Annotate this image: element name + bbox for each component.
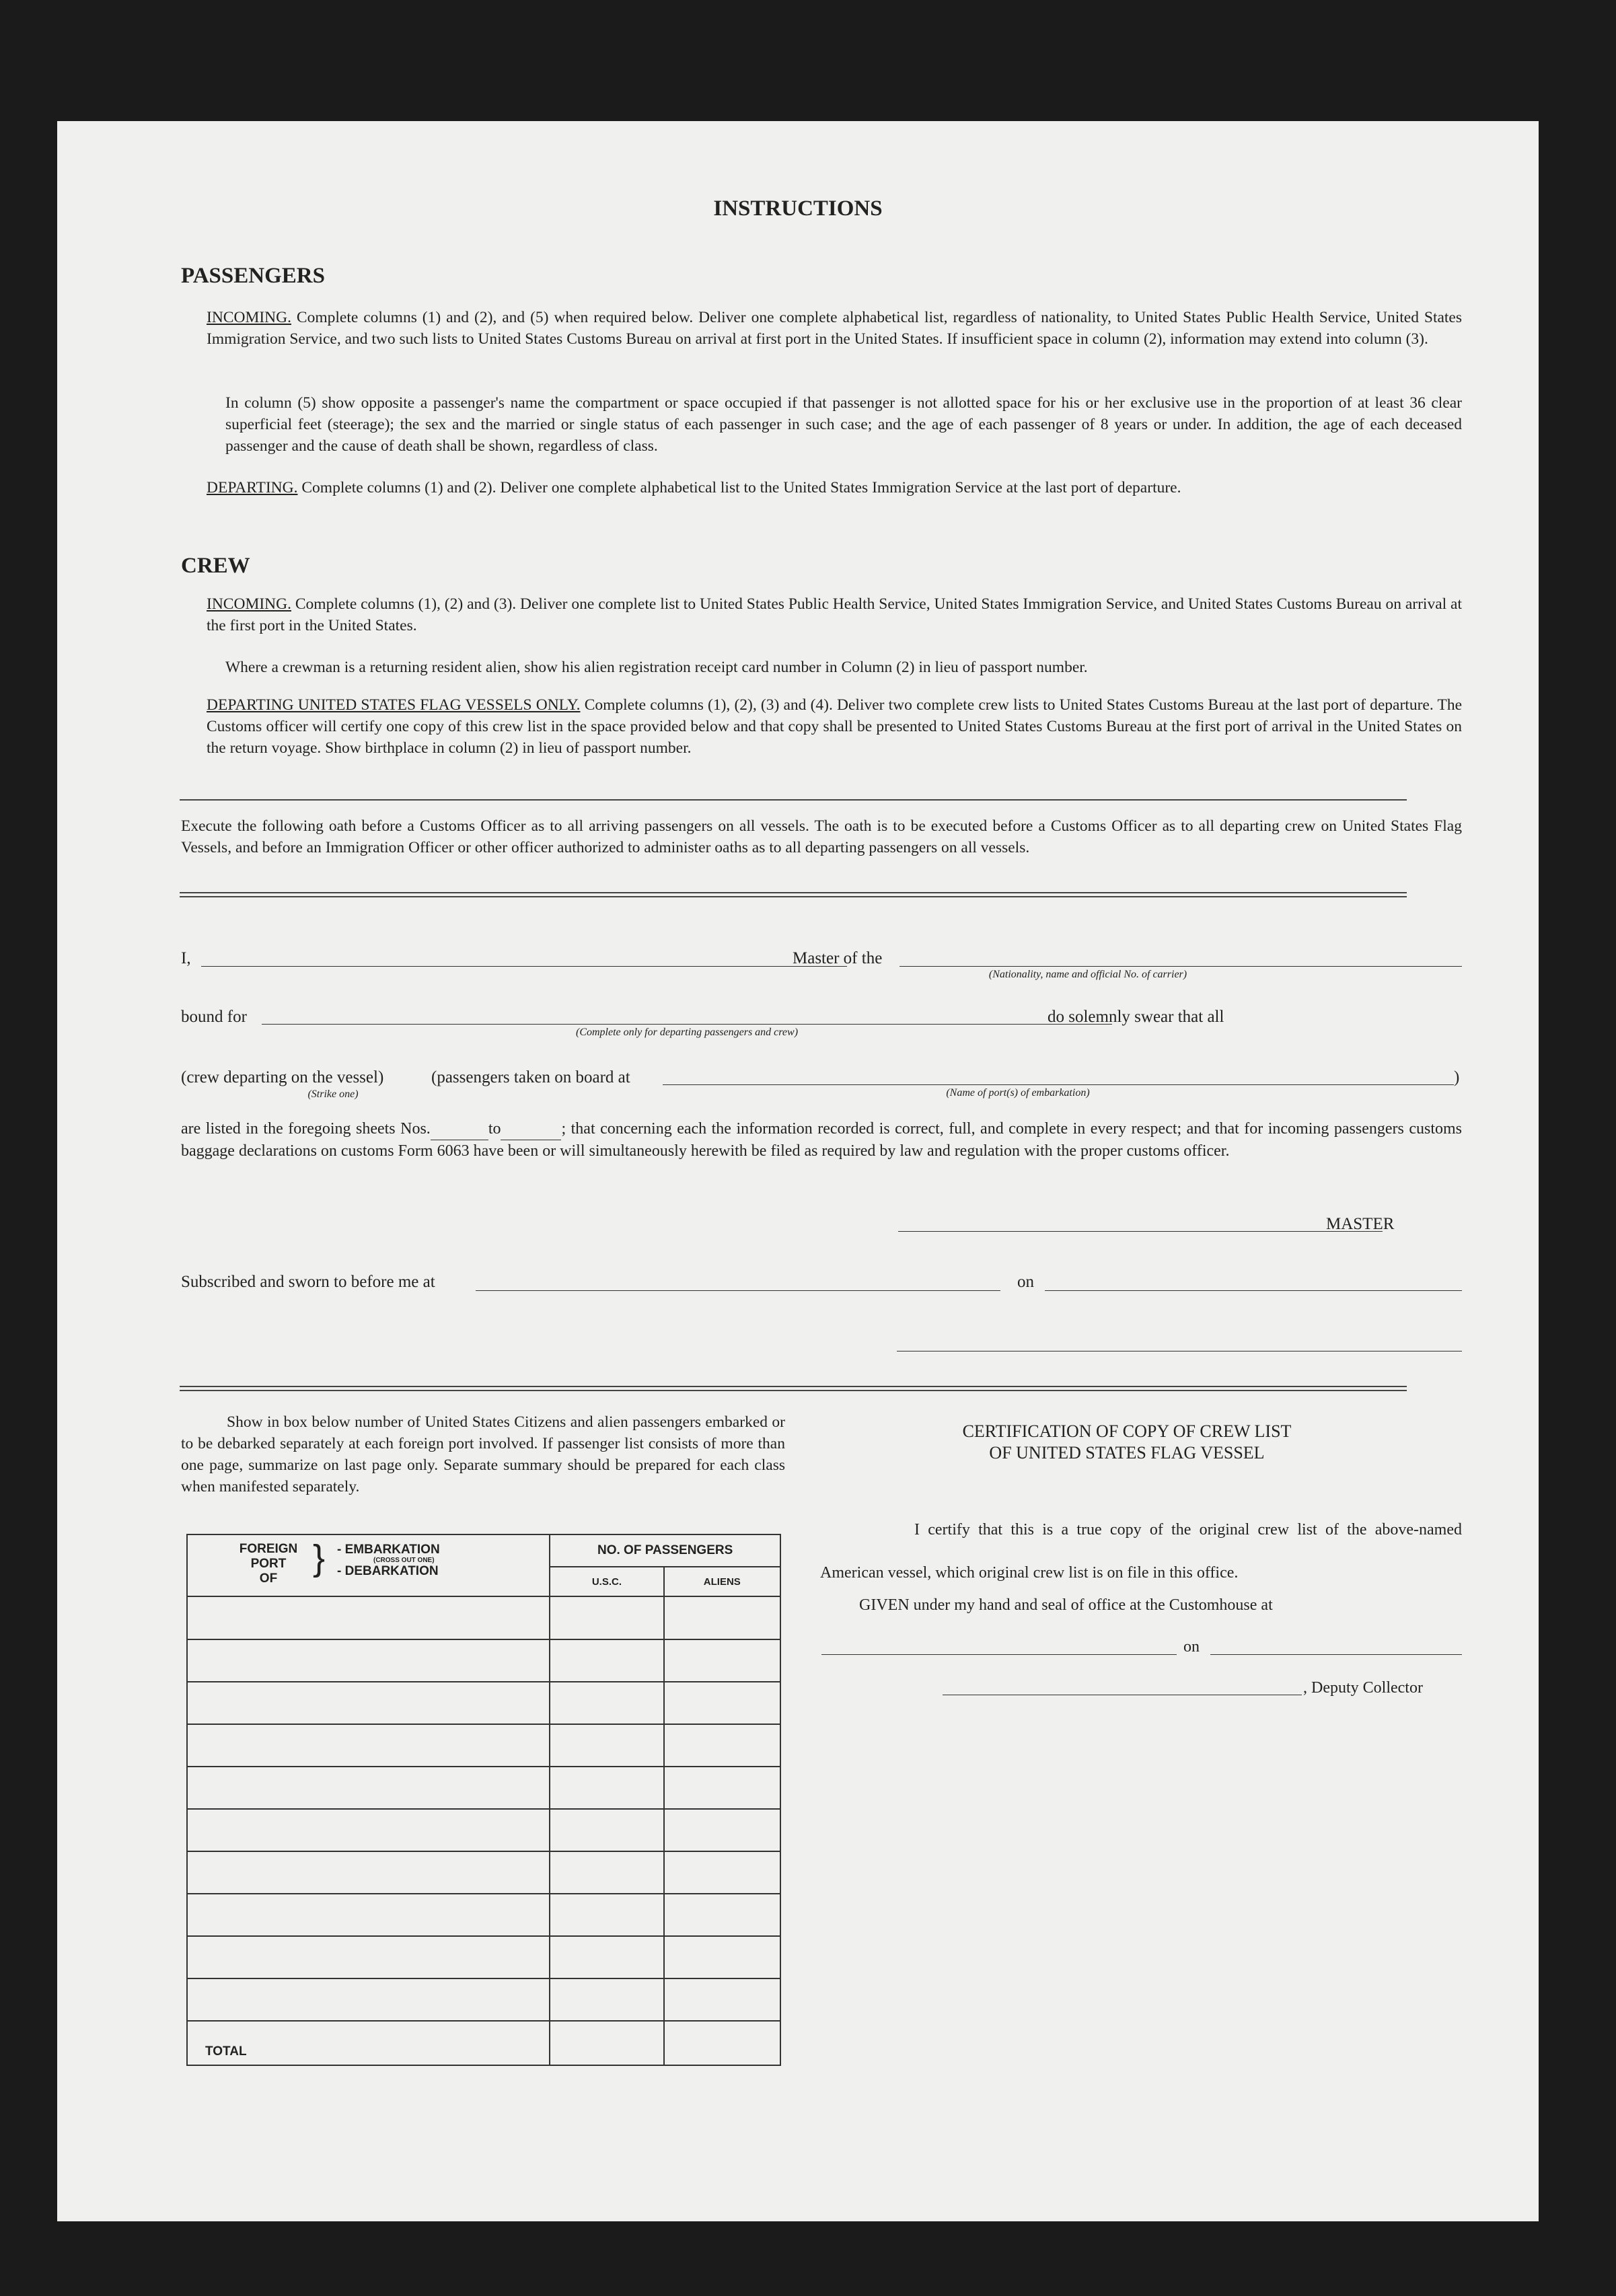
oath-instruction: Execute the following oath before a Customs Officer as to all arriving passengers on all vessels. The oath is to be executed before a Customs Officer as to all departing crew on United States Flag Vessels, and before an Immigration Officer or other officer authorized to administer oaths as to all departing passengers on all vessels. (181, 817, 1462, 856)
usc-cell[interactable] (550, 1639, 663, 1682)
close-paren: ) (1454, 1068, 1460, 1086)
port-cell[interactable] (187, 1851, 550, 1894)
total-label: TOTAL (187, 2021, 550, 2065)
aliens-cell[interactable] (664, 1936, 780, 1978)
bound-for-line[interactable] (262, 1024, 1112, 1025)
aliens-cell[interactable] (664, 1596, 780, 1639)
oath-i-label: I, (181, 949, 191, 967)
usc-cell[interactable] (550, 1596, 663, 1639)
usc-header: U.S.C. (550, 1567, 663, 1596)
bound-for-label: bound for (181, 1008, 247, 1026)
sworn-on-label: on (1017, 1273, 1034, 1291)
cross-out-note: (CROSS OUT ONE) (373, 1557, 435, 1564)
embarkation-label[interactable]: - EMBARKATION (337, 1543, 440, 1557)
total-usc-cell[interactable] (550, 2021, 663, 2065)
swear-label: do solemnly swear that all (1048, 1008, 1224, 1026)
crew-departing-text: Complete columns (1), (2), (3) and (4). Deliver two complete crew lists to United States Customs Bureau at the last port of departure. The Customs officer will certify one copy of this crew list in the space provided below and that copy shall be presented to United States Customs Bureau at the first port of arrival in the United States on the return voyage. Show birthplace in column (2) in lieu of passport number. (207, 696, 1462, 757)
summary-table (186, 1534, 781, 2066)
aliens-cell[interactable] (664, 1724, 780, 1767)
crew-resident: Where a crewman is a returning resident alien, show his alien registration receipt card number in Column (2) in lieu of passport number. (225, 659, 1088, 676)
crew-incoming-lead: INCOMING. (207, 595, 291, 613)
crew-departing-option: (crew departing on the vessel) (181, 1068, 384, 1086)
port-header-cell (187, 1534, 550, 1596)
carrier-line[interactable] (899, 966, 1462, 967)
total-aliens-cell[interactable] (664, 2021, 780, 2065)
port-cell[interactable] (187, 1767, 550, 1809)
certification-title (858, 1421, 1396, 1464)
brace-icon: } (313, 1538, 326, 1578)
listed-to: to (488, 1120, 501, 1138)
port-header-foreign: FOREIGN (239, 1542, 298, 1556)
usc-cell[interactable] (550, 1894, 663, 1936)
divider (180, 1386, 1407, 1387)
passengers-departing-lead: DEPARTING. (207, 479, 298, 496)
crew-departing-lead: DEPARTING UNITED STATES FLAG VESSELS ONLY. (207, 696, 581, 714)
aliens-cell[interactable] (664, 1809, 780, 1851)
certification-date-line[interactable] (1210, 1654, 1462, 1655)
subscribed-label: Subscribed and sworn to before me at (181, 1273, 435, 1291)
port-cell[interactable] (187, 1809, 550, 1851)
summary-instruction: Show in box below number of United States Citizens and alien passengers embarked or to be debarked separately at each foreign port involved. If passenger list consists of more than one page, summarize on last page only. Separate summary should be prepared for each class when manifested separately. (181, 1413, 785, 1495)
passengers-taken-option: (passengers taken on board at (431, 1068, 630, 1086)
crew-incoming (207, 593, 1462, 636)
strike-caption: (Strike one) (307, 1088, 359, 1100)
master-signature-line[interactable] (898, 1231, 1383, 1232)
crew-heading: CREW (181, 554, 250, 578)
sworn-date-line[interactable] (1045, 1290, 1462, 1291)
port-cell[interactable] (187, 1682, 550, 1724)
port-cell[interactable] (187, 1724, 550, 1767)
certification-title-line-2: OF UNITED STATES FLAG VESSEL (989, 1443, 1265, 1462)
given-statement: GIVEN under my hand and seal of office at the Customhouse at (859, 1596, 1273, 1614)
port-cell[interactable] (187, 1894, 550, 1936)
usc-cell[interactable] (550, 1809, 663, 1851)
usc-cell[interactable] (550, 1767, 663, 1809)
passengers-heading: PASSENGERS (181, 264, 325, 288)
passengers-column5: In column (5) show opposite a passenger's name the compartment or space occupied if that passenger is not allotted space for his or her exclusive use in the proportion of at least 36 clear superficial feet (steerage); the sex and the married or single status of each passenger in such case; and the age of each passenger of 8 years or under. In addition, the age of each deceased passenger and the cause of death shall be shown, regardless of class. (225, 394, 1462, 455)
sheet-to-field[interactable] (501, 1118, 561, 1140)
usc-cell[interactable] (550, 1978, 663, 2021)
divider (180, 1390, 1407, 1391)
sheet-from-field[interactable] (431, 1118, 488, 1140)
sworn-place-line[interactable] (476, 1290, 1000, 1291)
aliens-cell[interactable] (664, 1682, 780, 1724)
debarkation-label[interactable]: - DEBARKATION (337, 1564, 439, 1578)
passengers-incoming-text: Complete columns (1) and (2), and (5) when required below. Deliver one complete alphabetical list, regardless of nationality, to United States Public Health Service, United States Immigration Service, and two such lists to United States Customs Bureau on arrival at first port in the United States. If insufficient space in column (2), information may extend into column (3). (207, 309, 1463, 348)
customhouse-line[interactable] (821, 1654, 1177, 1655)
aliens-header: ALIENS (664, 1567, 780, 1596)
aliens-cell[interactable] (664, 1767, 780, 1809)
carrier-caption: (Nationality, name and official No. of carrier) (988, 969, 1187, 980)
divider (180, 892, 1407, 893)
deputy-collector-label: , Deputy Collector (1303, 1679, 1423, 1697)
aliens-cell[interactable] (664, 1639, 780, 1682)
crew-departing (207, 694, 1462, 759)
divider (180, 896, 1407, 897)
usc-cell[interactable] (550, 1851, 663, 1894)
port-header-port: PORT (250, 1557, 287, 1571)
listed-text-a: are listed in the foregoing sheets Nos. (181, 1120, 431, 1138)
port-cell[interactable] (187, 1936, 550, 1978)
usc-cell[interactable] (550, 1936, 663, 1978)
no-of-passengers-header: NO. OF PASSENGERS (550, 1534, 780, 1567)
passengers-departing (207, 477, 1462, 498)
passengers-incoming (207, 307, 1462, 350)
passengers-departing-text: Complete columns (1) and (2). Deliver one complete alphabetical list to the United States Immigration Service at the last port of departure. (301, 479, 1181, 496)
page-title: INSTRUCTIONS (713, 196, 883, 221)
ports-line[interactable] (663, 1084, 1454, 1085)
usc-cell[interactable] (550, 1724, 663, 1767)
port-header-of: OF (259, 1571, 278, 1586)
passengers-incoming-lead: INCOMING. (207, 309, 291, 326)
master-of-label: Master of the (793, 949, 883, 967)
master-name-line[interactable] (201, 966, 847, 967)
master-label: MASTER (1326, 1215, 1395, 1233)
bound-for-caption: (Complete only for departing passengers and crew) (575, 1027, 799, 1038)
aliens-cell[interactable] (664, 1851, 780, 1894)
divider (180, 799, 1407, 801)
aliens-cell[interactable] (664, 1978, 780, 2021)
port-cell[interactable] (187, 1596, 550, 1639)
crew-incoming-text: Complete columns (1), (2) and (3). Deliver one complete list to United States Public Health Service, United States Immigration Service, and United States Customs Bureau on arrival at the first port in the United States. (207, 595, 1462, 634)
port-cell[interactable] (187, 1639, 550, 1682)
port-cell[interactable] (187, 1978, 550, 2021)
listed-statement (181, 1118, 1462, 1162)
certification-title-line-1: CERTIFICATION OF COPY OF CREW LIST (962, 1421, 1292, 1441)
certify-statement: I certify that this is a true copy of the original crew list of the above-named American vessel, which original crew list is on file in this office. (820, 1521, 1462, 1582)
aliens-cell[interactable] (664, 1894, 780, 1936)
listed-text-b: ; that concerning each the information recorded is correct, full, and complete in every respect; and that for incoming passengers customs baggage declarations on customs Form 6063 have been or will simultaneously herewith be filed as required by law and regulation with the proper customs officer. (181, 1120, 1462, 1160)
ports-caption: (Name of port(s) of embarkation) (946, 1087, 1090, 1099)
form-page (57, 121, 1539, 2221)
certification-on-label: on (1183, 1638, 1200, 1656)
usc-cell[interactable] (550, 1682, 663, 1724)
